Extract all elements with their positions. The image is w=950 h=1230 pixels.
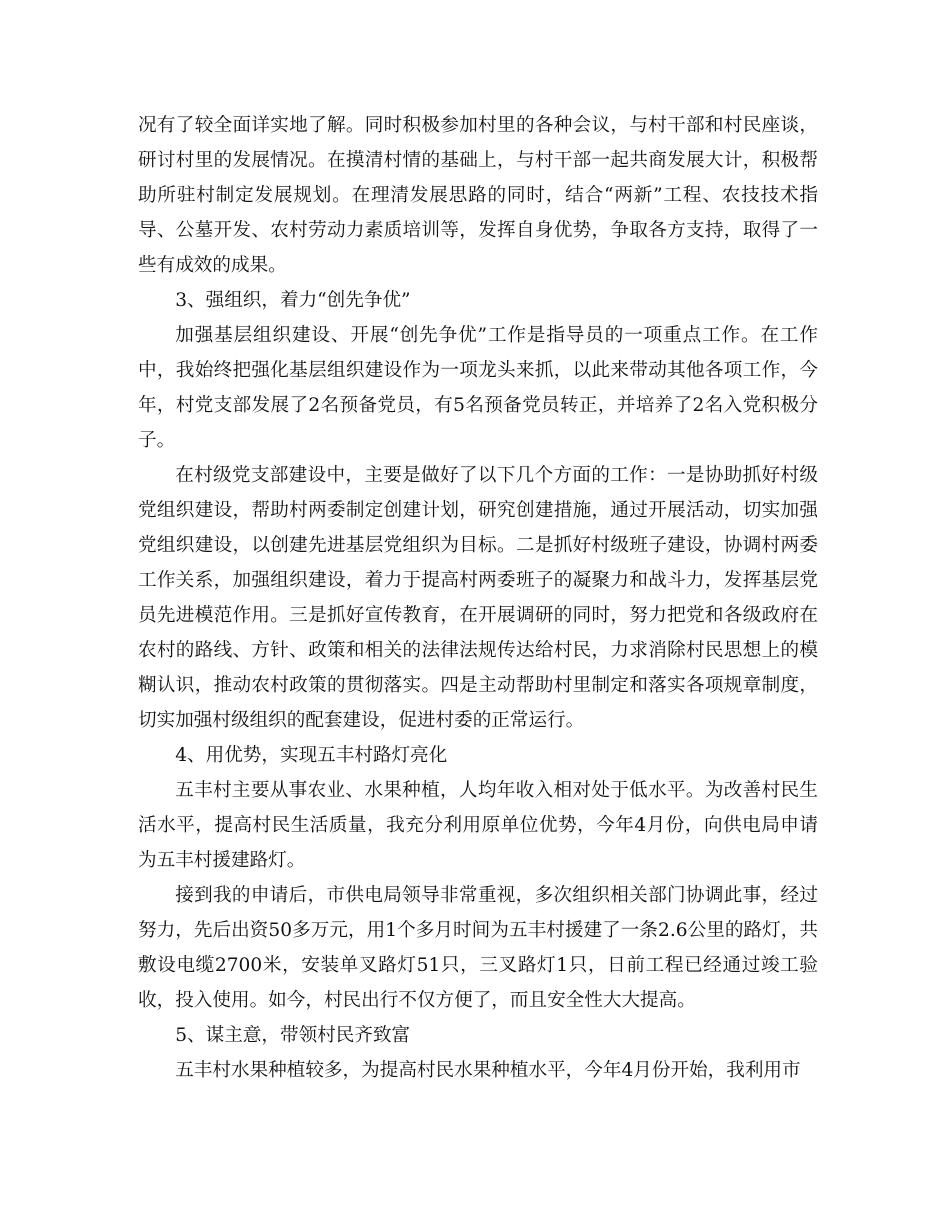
document-page [138, 108, 818, 1088]
paragraph: 在村级党支部建设中，主要是做好了以下几个方面的工作：一是协助抓好村级党组织建设，帮助村两委制定创建计划，研究创建措施，通过开展活动，切实加强党组织建设，以创建先进基层党组织为目标。二是抓好村级班子建设，协调村两委工作关系，加强组织建设，着力于提高村两委班子的凝聚力和战斗力，发挥基层党员先进模范作用。三是抓好宣传教育，在开展调研的同时，努力把党和各级政府在农村的路线、方针、政策和相关的法律法规传达给村民，力求消除村民思想上的模糊认识，推动农村政策的贯彻落实。四是主动帮助村里制定和落实各项规章制度，切实加强村级组织的配套建设，促进村委的正常运行。 [138, 465, 818, 731]
section-heading-3: 3、强组织，着力“创先争优” [175, 290, 411, 311]
paragraph: 接到我的申请后，市供电局领导非常重视，多次组织相关部门协调此事，经过努力，先后出资50多万元，用1个多月时间为五丰村援建了一条2.6公里的路灯，共敷设电缆2700米，安装单叉路灯51只，三叉路灯1只，日前工程已经通过竣工验收，投入使用。如今，村民出行不仅方便了，而且安全性大大提高。 [138, 885, 818, 1011]
paragraph: 加强基层组织建设、开展“创先争优”工作是指导员的一项重点工作。在工作中，我始终把强化基层组织建设作为一项龙头来抓，以此来带动其他各项工作，今年，村党支部发展了2名预备党员，有5名预备党员转正，并培养了2名入党积极分子。 [138, 325, 818, 451]
paragraph: 五丰村水果种植较多，为提高村民水果种植水平，今年4月份开始，我利用市 [175, 1060, 801, 1081]
paragraph: 五丰村主要从事农业、水果种植，人均年收入相对处于低水平。为改善村民生活水平，提高村民生活质量，我充分利用原单位优势，今年4月份，向供电局申请为五丰村援建路灯。 [138, 780, 818, 871]
section-heading-5: 5、谋主意，带领村民齐致富 [175, 1025, 411, 1046]
section-heading-4: 4、用优势，实现五丰村路灯亮化 [175, 745, 448, 766]
paragraph-continued: 况有了较全面详实地了解。同时积极参加村里的各种会议，与村干部和村民座谈，研讨村里的发展情况。在摸清村情的基础上，与村干部一起共商发展大计，积极帮助所驻村制定发展规划。在理清发展思路的同时，结合“两新”工程、农技技术指导、公墓开发、农村劳动力素质培训等，发挥自身优势，争取各方支持，取得了一些有成效的成果。 [138, 115, 818, 276]
